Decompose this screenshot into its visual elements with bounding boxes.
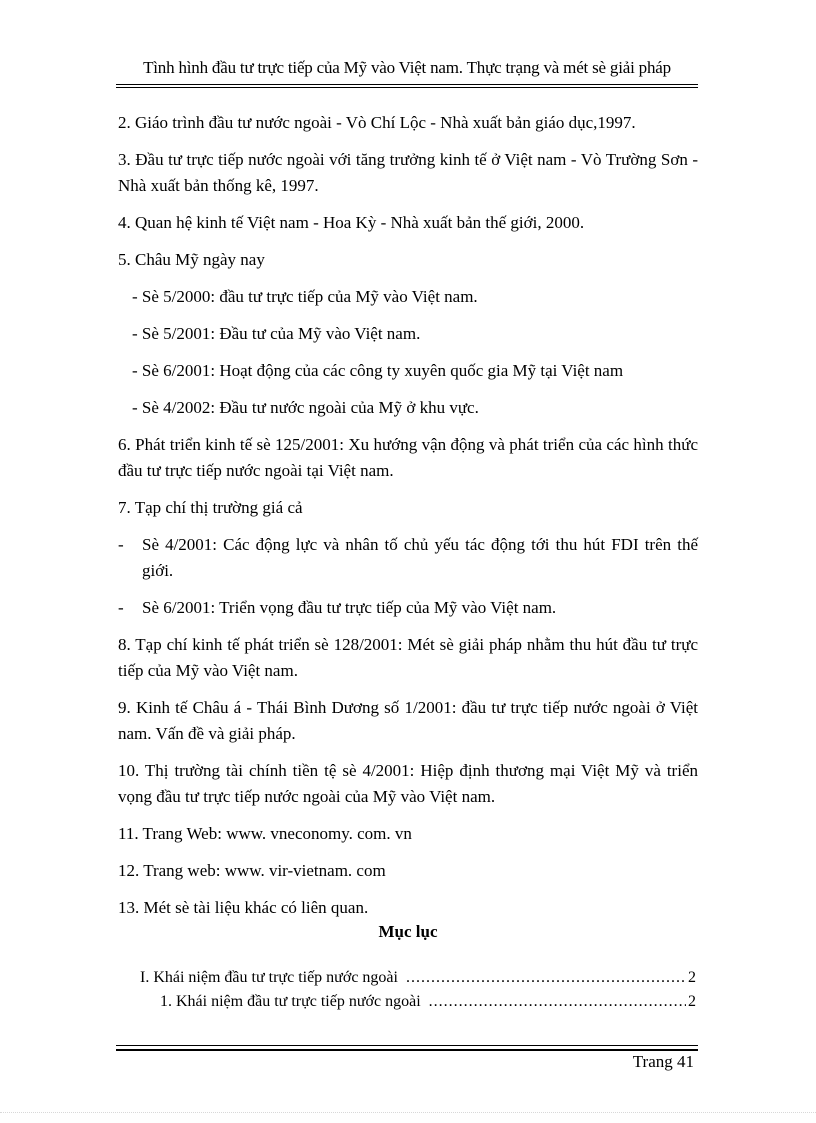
reference-subitem: - Sè 5/2000: đầu tư trực tiếp của Mỹ vào Việt nam. <box>132 287 478 306</box>
page-edge <box>0 1112 816 1113</box>
header-rule <box>116 84 698 88</box>
reference-item-9: 9. Kinh tế Châu á - Thái Bình Dương số 1/2001: đầu tư trực tiếp nước ngoài ở Việt nam. Vấn đề và giải pháp. <box>118 698 698 743</box>
reference-subitem: - Sè 4/2002: Đầu tư nước ngoài của Mỹ ở khu vực. <box>132 398 479 417</box>
reference-subitem: - Sè 5/2001: Đầu tư của Mỹ vào Việt nam. <box>132 324 421 343</box>
reference-subitem: - Sè 6/2001: Hoạt động của các công ty xuyên quốc gia Mỹ tại Việt nam <box>132 361 624 380</box>
toc-entry-page: 2 <box>688 993 696 1010</box>
reference-item-6: 6. Phát triển kinh tế sè 125/2001: Xu hướng vận động và phát triển của các hình thức đầu tư trực tiếp nước ngoài tại Việt nam. <box>118 435 698 480</box>
dash-bullet: - <box>118 598 124 617</box>
reference-item-13: 13. Mét sè tài liệu khác có liên quan. <box>118 898 369 917</box>
reference-dash-text: Sè 4/2001: Các động lực và nhân tố chủ yếu tác động tới thu hút FDI trên thế giới. <box>142 535 698 580</box>
reference-item-11: 11. Trang Web: www. vneconomy. com. vn <box>118 824 412 843</box>
toc-entry-page: 2 <box>688 969 696 986</box>
reference-item-5: 5. Châu Mỹ ngày nay <box>118 250 265 269</box>
page-number: Trang 41 <box>632 1052 694 1071</box>
dash-bullet: - <box>118 535 124 554</box>
table-of-contents <box>118 966 696 1014</box>
reference-item-7: 7. Tạp chí thị trường giá cả <box>118 498 303 517</box>
toc-entry[interactable] <box>118 966 696 990</box>
reference-item-8: 8. Tạp chí kinh tế phát triển sè 128/2001: Mét sè giải pháp nhằm thu hút đầu tư trực tiếp của Mỹ vào Việt nam. <box>118 635 698 680</box>
toc-title: Mục lục <box>378 922 438 941</box>
toc-entry-label: 1. Khái niệm đầu tư trực tiếp nước ngoài <box>160 993 421 1010</box>
toc-leader-dots <box>406 966 686 990</box>
reference-item-10: 10. Thị trường tài chính tiền tệ sè 4/2001: Hiệp định thương mại Việt Mỹ và triển vọng đầu tư trực tiếp nước ngoài của Mỹ vào Việt nam. <box>118 761 698 806</box>
reference-item-3: 3. Đầu tư trực tiếp nước ngoài với tăng trưởng kinh tế ở Việt nam - Vò Trường Sơn - Nhà xuất bản thống kê, 1997. <box>118 150 698 195</box>
toc-leader-dots <box>429 990 686 1014</box>
reference-list <box>118 110 698 932</box>
reference-dash-item <box>118 532 698 584</box>
reference-item-2: 2. Giáo trình đầu tư nước ngoài - Vò Chí Lộc - Nhà xuất bản giáo dục,1997. <box>118 113 636 132</box>
footer-rule <box>116 1045 698 1051</box>
running-header: Tình hình đầu tư trực tiếp của Mỹ vào Việt nam. Thực trạng và mét sè giải pháp <box>143 58 671 77</box>
toc-entry-label: I. Khái niệm đầu tư trực tiếp nước ngoài <box>140 969 398 986</box>
reference-item-12: 12. Trang web: www. vir-vietnam. com <box>118 861 386 880</box>
reference-item-4: 4. Quan hệ kinh tế Việt nam - Hoa Kỳ - Nhà xuất bản thế giới, 2000. <box>118 213 585 232</box>
reference-dash-text: Sè 6/2001: Triển vọng đầu tư trực tiếp của Mỹ vào Việt nam. <box>142 598 557 617</box>
reference-dash-item <box>118 595 698 621</box>
toc-entry[interactable] <box>118 990 696 1014</box>
